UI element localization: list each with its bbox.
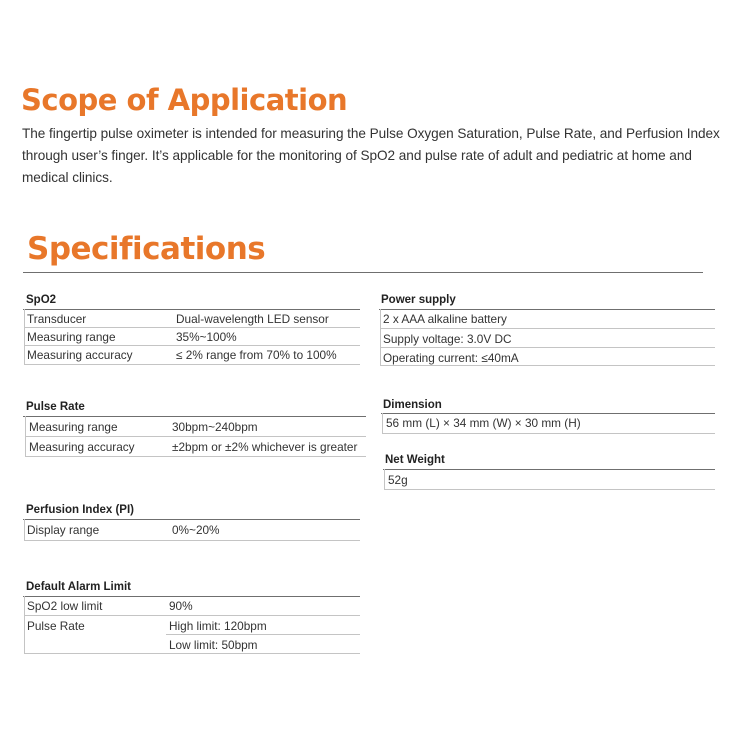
power-supply-heading-rule: [379, 309, 715, 310]
pulse-rate-range-label: Measuring range: [29, 420, 118, 434]
supply-voltage: Supply voltage: 3.0V DC: [383, 332, 512, 346]
row-divider: [24, 327, 360, 328]
spo2-low-limit-label: SpO2 low limit: [27, 599, 103, 613]
low-limit-value: Low limit: 50bpm: [169, 638, 258, 652]
perfusion-index-heading-rule: [23, 519, 360, 520]
row-divider: [24, 364, 360, 365]
alarm-limit-left-border: [24, 596, 25, 654]
power-supply-left-border: [380, 309, 381, 366]
row-divider: [380, 347, 715, 348]
row-divider: [24, 615, 360, 616]
pulse-rate-heading: Pulse Rate: [26, 401, 85, 413]
specifications-divider: [23, 272, 703, 273]
row-divider: [24, 540, 360, 541]
dimension-left-border: [382, 413, 383, 434]
spo2-heading: SpO2: [26, 294, 57, 306]
pulse-rate-limit-label: Pulse Rate: [27, 619, 85, 633]
dimension-heading: Dimension: [383, 399, 442, 411]
spo2-accuracy-value: ≤ 2% range from 70% to 100%: [176, 348, 337, 362]
display-range-label: Display range: [27, 523, 100, 537]
row-divider: [166, 634, 360, 635]
row-divider: [24, 345, 360, 346]
spo2-range-label: Measuring range: [27, 330, 116, 344]
row-divider: [382, 433, 715, 434]
dimension-heading-rule: [381, 413, 715, 414]
spo2-transducer-label: Transducer: [27, 312, 87, 326]
spo2-range-value: 35%~100%: [176, 330, 237, 344]
scope-line-3: medical clinics.: [22, 170, 113, 185]
spo2-left-border: [24, 309, 25, 365]
row-divider: [24, 653, 360, 654]
pulse-rate-range-value: 30bpm~240bpm: [172, 420, 258, 434]
perfusion-index-left-border: [24, 519, 25, 541]
spo2-low-limit-value: 90%: [169, 599, 193, 613]
battery-type: 2 x AAA alkaline battery: [383, 312, 507, 326]
pulse-rate-accuracy-value: ±2bpm or ±2% whichever is greater: [172, 440, 358, 454]
scope-description: [22, 123, 747, 189]
display-range-value: 0%~20%: [172, 523, 220, 537]
high-limit-value: High limit: 120bpm: [169, 619, 267, 633]
scope-line-1: The fingertip pulse oximeter is intended for measuring the Pulse Oxygen Saturation, Pulse Rate, and Perfusion Index: [22, 126, 720, 141]
row-divider: [380, 328, 715, 329]
row-divider: [380, 365, 715, 366]
spo2-accuracy-label: Measuring accuracy: [27, 348, 133, 362]
row-divider: [384, 489, 715, 490]
scope-title: Scope of Application: [21, 83, 348, 117]
spo2-transducer-value: Dual-wavelength LED sensor: [176, 312, 329, 326]
net-weight-heading-rule: [383, 469, 715, 470]
dimension-value: 56 mm (L) × 34 mm (W) × 30 mm (H): [386, 416, 581, 430]
net-weight-left-border: [384, 469, 385, 490]
net-weight-heading: Net Weight: [385, 454, 445, 466]
scope-line-2: through user’s finger. It’s applicable for the monitoring of SpO2 and pulse rate of adult and pediatric at home and: [22, 148, 692, 163]
alarm-limit-heading-rule: [23, 596, 360, 597]
spo2-heading-rule: [23, 309, 360, 310]
pulse-rate-accuracy-label: Measuring accuracy: [29, 440, 135, 454]
net-weight-value: 52g: [388, 473, 408, 487]
row-divider: [25, 436, 366, 437]
alarm-limit-heading: Default Alarm Limit: [26, 581, 132, 593]
operating-current: Operating current: ≤40mA: [383, 351, 519, 365]
row-divider: [25, 456, 366, 457]
pulse-rate-heading-rule: [23, 416, 366, 417]
power-supply-heading: Power supply: [381, 294, 456, 306]
specifications-title: Specifications: [27, 231, 266, 267]
perfusion-index-heading: Perfusion Index (PI): [26, 504, 134, 516]
